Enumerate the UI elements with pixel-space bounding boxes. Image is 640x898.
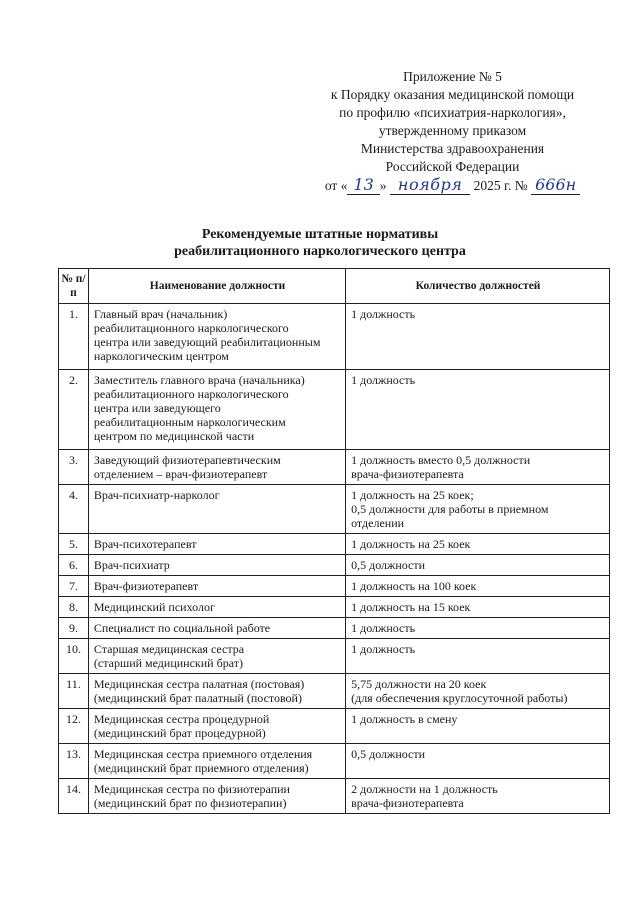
row-num: 5. bbox=[59, 534, 89, 555]
row-qty: 1 должность bbox=[346, 304, 610, 370]
page-title-line2: реабилитационного наркологического центра bbox=[174, 244, 466, 259]
row-num: 12. bbox=[59, 709, 89, 744]
row-qty: 1 должность bbox=[346, 639, 610, 674]
table-row bbox=[59, 534, 610, 555]
row-num: 1. bbox=[59, 304, 89, 370]
row-num: 9. bbox=[59, 618, 89, 639]
row-num: 8. bbox=[59, 597, 89, 618]
row-qty: 1 должность на 25 коек; 0,5 должности для работы в приемном отделении bbox=[346, 485, 610, 534]
staffing-table bbox=[58, 268, 610, 814]
row-qty: 5,75 должности на 20 коек (для обеспечения круглосуточной работы) bbox=[346, 674, 610, 709]
table-row bbox=[59, 597, 610, 618]
header-qty: Количество должностей bbox=[346, 269, 610, 304]
row-qty: 1 должность вместо 0,5 должности врача-физиотерапевта bbox=[346, 450, 610, 485]
row-num: 10. bbox=[59, 639, 89, 674]
row-qty: 1 должность bbox=[346, 370, 610, 450]
order-line bbox=[300, 176, 605, 195]
row-name: Медицинская сестра по физиотерапии (медицинский брат по физиотерапии) bbox=[88, 779, 345, 814]
table-row bbox=[59, 744, 610, 779]
row-qty: 0,5 должности bbox=[346, 555, 610, 576]
row-name: Специалист по социальной работе bbox=[88, 618, 345, 639]
table-row bbox=[59, 779, 610, 814]
row-name: Врач-физиотерапевт bbox=[88, 576, 345, 597]
table-row bbox=[59, 639, 610, 674]
row-name: Медицинская сестра палатная (постовая) (медицинский брат палатный (постовой) bbox=[88, 674, 345, 709]
row-qty: 1 должность на 25 коек bbox=[346, 534, 610, 555]
row-name: Заместитель главного врача (начальника) реабилитационного наркологического центра или заведующего реабилитационным наркологическим центром по медицинской части bbox=[88, 370, 345, 450]
row-num: 4. bbox=[59, 485, 89, 534]
table-header-row bbox=[59, 269, 610, 304]
order-month-handwritten: ноября bbox=[390, 176, 470, 195]
appendix-line: по профилю «психиатрия-наркология», bbox=[339, 105, 566, 120]
page-title-line1: Рекомендуемые штатные нормативы bbox=[201, 227, 439, 242]
appendix-line: Министерства здравоохранения bbox=[360, 141, 545, 156]
row-qty: 1 должность на 15 коек bbox=[346, 597, 610, 618]
table-row bbox=[59, 485, 610, 534]
row-name: Медицинская сестра процедурной (медицинский брат процедурной) bbox=[88, 709, 345, 744]
row-num: 2. bbox=[59, 370, 89, 450]
row-num: 6. bbox=[59, 555, 89, 576]
header-name: Наименование должности bbox=[88, 269, 345, 304]
row-name: Старшая медицинская сестра (старший медицинский брат) bbox=[88, 639, 345, 674]
row-qty: 1 должность в смену bbox=[346, 709, 610, 744]
table-row bbox=[59, 370, 610, 450]
appendix-title: Приложение № 5 bbox=[403, 69, 502, 84]
row-num: 14. bbox=[59, 779, 89, 814]
row-num: 7. bbox=[59, 576, 89, 597]
page-title bbox=[0, 226, 640, 260]
row-num: 13. bbox=[59, 744, 89, 779]
order-prefix: от « bbox=[324, 178, 348, 193]
row-name: Врач-психиатр-нарколог bbox=[88, 485, 345, 534]
table-row bbox=[59, 304, 610, 370]
row-num: 11. bbox=[59, 674, 89, 709]
header-num: № п/п bbox=[59, 269, 89, 304]
row-qty: 2 должности на 1 должность врача-физиотерапевта bbox=[346, 779, 610, 814]
row-name: Врач-психотерапевт bbox=[88, 534, 345, 555]
appendix-line: Российской Федерации bbox=[385, 159, 520, 174]
order-day-handwritten: 13 bbox=[347, 176, 379, 195]
row-qty: 1 должность на 100 коек bbox=[346, 576, 610, 597]
appendix-block bbox=[300, 68, 605, 195]
table-row bbox=[59, 618, 610, 639]
table-row bbox=[59, 709, 610, 744]
row-name: Врач-психиатр bbox=[88, 555, 345, 576]
row-name: Медицинская сестра приемного отделения (медицинский брат приемного отделения) bbox=[88, 744, 345, 779]
appendix-line: утвержденному приказом bbox=[378, 123, 527, 138]
row-num: 3. bbox=[59, 450, 89, 485]
row-qty: 0,5 должности bbox=[346, 744, 610, 779]
table-row bbox=[59, 450, 610, 485]
row-name: Заведующий физиотерапевтическим отделением – врач-физиотерапевт bbox=[88, 450, 345, 485]
row-name: Главный врач (начальник) реабилитационного наркологического центра или заведующий реабилитационным наркологическим центром bbox=[88, 304, 345, 370]
appendix-line: к Порядку оказания медицинской помощи bbox=[330, 87, 575, 102]
table-row bbox=[59, 555, 610, 576]
order-number-handwritten: 666н bbox=[531, 176, 580, 195]
table-row bbox=[59, 576, 610, 597]
table-row bbox=[59, 674, 610, 709]
order-mid: » bbox=[379, 178, 387, 193]
row-name: Медицинский психолог bbox=[88, 597, 345, 618]
row-qty: 1 должность bbox=[346, 618, 610, 639]
order-year: 2025 г. № bbox=[473, 178, 528, 193]
